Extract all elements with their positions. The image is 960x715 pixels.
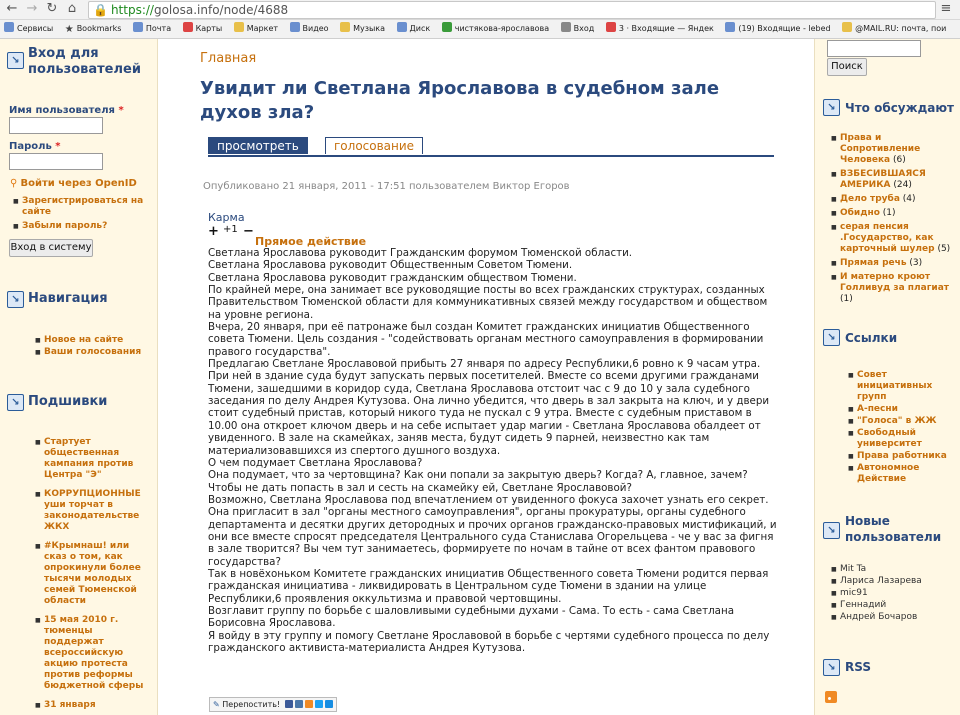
twitter-icon [315, 700, 323, 708]
list-item[interactable]: ■ Стартует общественная кампания против Центра "Э" [35, 437, 150, 481]
new-users-list [831, 564, 957, 626]
block-arrow-icon: ↘ [7, 52, 24, 69]
password-label: Пароль * [9, 141, 61, 152]
category-tag[interactable]: Прямое действие [255, 235, 367, 248]
page [0, 39, 960, 715]
list-item[interactable]: ■ Андрей Бочаров [831, 612, 957, 623]
menu-icon[interactable]: ≡ [940, 1, 952, 16]
block-arrow-icon: ↘ [823, 659, 840, 676]
main-content [158, 39, 813, 715]
list-item[interactable]: ■ Mit Ta [831, 564, 957, 575]
back-icon[interactable]: ← [6, 1, 18, 16]
paragraph: Так в новёхоньком Комитете гражданских инициатив Общественного совета Тюмени родится первая гражданская инициатива - ликвидировать в Центральном суде Тюмени в здании на улице Республики,6 проявления оккультизма и правовой чертовщины. [208, 567, 769, 605]
share-logo-icon: ✎ [213, 700, 220, 709]
bookmark-maps[interactable]: Карты [183, 20, 223, 38]
username-label: Имя пользователя * [9, 105, 124, 116]
browser-toolbar [0, 0, 960, 20]
password-input[interactable] [9, 153, 103, 170]
bookmark-mailru[interactable]: @MAIL.RU: почта, пои [842, 20, 946, 38]
paragraph: Возможно, Светлана Ярославова под впечатлением от увиденного фокуса захочет узнать его секрет. Она пригласит в зал "органы местного самоуправления", органы прокуратуры, органы судебного департамента и десятки других детородных и прочих органов гражданско-правовых мистификаций, и они все вместе спросят председателя Центрального суда Станислава Огорельцева - че у вас за фигня в зале творится? Вы чем тут занимаетесь, формируете по ночам в тайне от всех фантом правового государства? [208, 493, 777, 568]
list-item[interactable]: ■ Дело труба (4) [831, 194, 957, 205]
bookmark-yandex-inbox[interactable]: 3 · Входящие — Яндек [606, 20, 714, 38]
block-arrow-icon: ↘ [823, 329, 840, 346]
bookmark-mail[interactable]: Почта [133, 20, 171, 38]
paragraph: О чем подумает Светлана Ярославова? [208, 456, 423, 469]
ok-icon [305, 700, 313, 708]
paragraph: Я войду в эту группу и помогу Светлане Ярославовой в борьбе с чертями судебного процесса по делу гражданского активиста-материалиста Андрея Кутузова. [208, 629, 770, 654]
list-item[interactable]: ■ Совет инициативных групп [848, 370, 958, 403]
url-scheme: https:// [110, 3, 154, 17]
page-icon [561, 22, 571, 32]
block-arrow-icon: ↘ [823, 99, 840, 116]
block-arrow-icon: ↘ [7, 291, 24, 308]
share-button[interactable] [209, 697, 337, 712]
page-title: Увидит ли Светлана Ярославова в судебном зале духов зла? [200, 78, 720, 123]
paragraph: Светлана Ярославова руководит гражданским обществом Тюмени. [208, 271, 577, 284]
bookmark-video[interactable]: Видео [290, 20, 329, 38]
star-icon: ★ [64, 24, 74, 35]
karma-label: Карма [208, 211, 245, 224]
list-item[interactable]: ■ КОРРУПЦИОННЫЕ уши торчат в законодательстве ЖКХ [35, 489, 150, 533]
address-bar[interactable] [88, 1, 936, 19]
new-on-site-link[interactable]: ■ Новое на сайте [35, 335, 153, 346]
paragraph: Светлана Ярославова руководит Общественным Советом Тюмени. [208, 259, 573, 272]
tab-bar [208, 137, 774, 157]
bookmark-bookmarks[interactable]: ★ Bookmarks [65, 20, 122, 39]
list-item[interactable]: ■ И матерно кроют Голливуд за плагиат (1) [831, 272, 957, 305]
bookmark-google[interactable]: чистякова-ярославова [442, 20, 549, 38]
tab-view[interactable]: просмотреть [208, 137, 308, 154]
facebook-icon [285, 700, 293, 708]
paragraph: Светлана Ярославова руководит Гражданским форумом Тюменской области. [208, 247, 633, 259]
list-item[interactable]: ■ Обидно (1) [831, 208, 957, 219]
submitted-info: Опубликовано 21 января, 2011 - 17:51 пользователем Виктор Егоров [203, 181, 570, 192]
block-arrow-icon: ↘ [823, 522, 840, 539]
list-item[interactable]: ■ mic91 [831, 588, 957, 599]
bookmark-inbox-lebed[interactable]: (19) Входящие - lebed [725, 20, 830, 38]
openid-icon: ⚲ [10, 178, 18, 189]
block-arrow-icon: ↘ [7, 394, 24, 411]
register-link[interactable]: ■ Зарегистрироваться на сайте [13, 196, 153, 218]
openid-link[interactable]: ⚲ Войти через OpenID [10, 178, 137, 189]
google-icon [442, 22, 452, 32]
paragraph: Вчера, 20 января, при её патронаже был создан Комитет гражданских инициатив Общественного совета Тюмени. Цель создания - "содействовать органам местного самоуправления в формировании правого государства". [208, 321, 764, 358]
article-body [208, 247, 778, 654]
bookmarks-bar [0, 20, 960, 39]
paragraph: Возглавит группу по борьбе с шаловливыми судебными духами - Сама. То есть - сама Светлана Борисовна Ярославова. [208, 604, 735, 630]
list-item[interactable]: ■ Геннадий [831, 600, 957, 611]
url-path: golosa.info/node/4688 [153, 3, 289, 17]
paragraph: По крайней мере, она занимает все руководящие посты во всех гражданских структурах, созданных Правительством Тюменской области для коммуникативных связей между государством и обществом на уровне региона. [208, 284, 768, 321]
video-icon [290, 22, 300, 32]
music-icon [340, 22, 350, 32]
apps-icon [4, 22, 14, 32]
karma-value: +1 [223, 224, 238, 235]
bookmark-services[interactable]: Сервисы [4, 20, 53, 38]
login-button[interactable]: Вход в систему [9, 239, 93, 257]
podshivki-block-title: Подшивки [28, 394, 108, 409]
karma-plus-button[interactable]: + [208, 224, 219, 239]
your-votes-link[interactable]: ■ Ваши голосования [35, 347, 153, 358]
disk-icon [397, 22, 407, 32]
list-item[interactable]: ■ "Голоса" в ЖЖ [848, 416, 958, 427]
reload-icon[interactable]: ↻ [46, 1, 58, 16]
forward-icon[interactable]: → [26, 1, 38, 16]
map-pin-icon [183, 22, 193, 32]
links-list [848, 370, 958, 488]
share-label: Перепостить! [222, 700, 281, 709]
paragraph: Предлагаю Светлане Ярославовой прибыть 27 января по адресу Республики,6 ровно к 9 часам утра. При ней в здание суда будут запускать первых посетителей. Вместе со всеми другими гражданами Тюмени, зашедшими в коридор суда, Светлана Ярославова отстоит час с 9 до 10 у зала судебного заседания по делу Андрея Кутузова. Она лично убедится, что дверь в зал закрыта на ключ, и у двери стоит судебный пристав, который никого туда не пускал с 9 утра. Вместе с судебным приставом в 10.00 она откроет ключом дверь и на себе испытает удар магии - Светлана Ярославова обалдеет от увиденного. В зале на скамейках, заняв места, будут сидеть 9 парней, неизвестно как там материализовавшихся из спертого душного воздуха. [208, 358, 770, 457]
list-item[interactable]: ■ ВЗБЕСИВШАЯСЯ АМЕРИКА (24) [831, 169, 957, 191]
lock-icon: 🔒 [93, 3, 108, 17]
nav-block-title: Навигация [28, 291, 108, 306]
new-users-block-title: Новые пользователи [845, 514, 942, 544]
list-item[interactable]: ■ Лариса Лазарева [831, 576, 957, 587]
list-item[interactable]: ■ серая пенсия .Государство, как карточный шулер (5) [831, 222, 957, 255]
karma-minus-button[interactable]: − [243, 224, 254, 239]
right-sidebar [814, 39, 960, 715]
bookmark-music[interactable]: Музыка [340, 20, 385, 38]
discussed-block-title: Что обсуждают [845, 101, 954, 115]
bookmark-market[interactable]: Маркет [234, 20, 278, 38]
nav-links [35, 335, 153, 361]
list-item[interactable]: ■ Автономное Действие [848, 463, 958, 485]
mail-icon [133, 22, 143, 32]
list-item[interactable]: ■ Свободный университет [848, 428, 958, 450]
list-item[interactable]: ■ 31 января [35, 700, 150, 711]
list-item[interactable]: ■ Права и Сопротивление Человека (6) [831, 133, 957, 166]
list-item[interactable]: ■ #Крымнаш! или сказ о том, как опрокинули более тысячи молодых семей Тюменской области [35, 541, 150, 607]
bookmark-login[interactable]: Вход [561, 20, 595, 38]
vk-icon [295, 700, 303, 708]
at-icon [842, 22, 852, 32]
market-icon [234, 22, 244, 32]
left-sidebar [0, 39, 158, 715]
search-input[interactable] [827, 40, 921, 57]
list-item[interactable]: ■ Права работника [848, 451, 958, 462]
forgot-password-link[interactable]: ■ Забыли пароль? [13, 221, 153, 232]
podshivki-list [35, 437, 150, 714]
rss-icon[interactable] [825, 691, 837, 703]
login-links [13, 196, 153, 235]
home-icon[interactable]: ⌂ [67, 1, 77, 16]
mail-icon [606, 22, 616, 32]
bookmark-disk[interactable]: Диск [397, 20, 431, 38]
rss-block-title: RSS [845, 660, 871, 674]
list-item[interactable]: ■ 15 мая 2010 г. тюменцы поддержат всероссийскую акцию протеста против реформы бюджетной сферы [35, 615, 150, 692]
list-item[interactable]: ■ Прямая речь (3) [831, 258, 957, 269]
links-block-title: Ссылки [845, 331, 898, 345]
tab-voting[interactable]: голосование [325, 137, 423, 154]
login-block-title: Вход для пользователей [28, 46, 141, 77]
discussed-list [831, 133, 957, 308]
breadcrumb[interactable]: Главная [200, 51, 257, 66]
paragraph: Она подумает, что за чертовщина? Как они попали за закрытую дверь? Когда? А, главное, зачем? Чтобы не дать попасть в зал и сесть на скамейку ей, Светлане Ярославовой? [208, 469, 748, 494]
mailru-icon [325, 700, 333, 708]
search-button[interactable]: Поиск [827, 58, 867, 76]
username-input[interactable] [9, 117, 103, 134]
mail-icon [725, 22, 735, 32]
list-item[interactable]: ■ А-песни [848, 404, 958, 415]
